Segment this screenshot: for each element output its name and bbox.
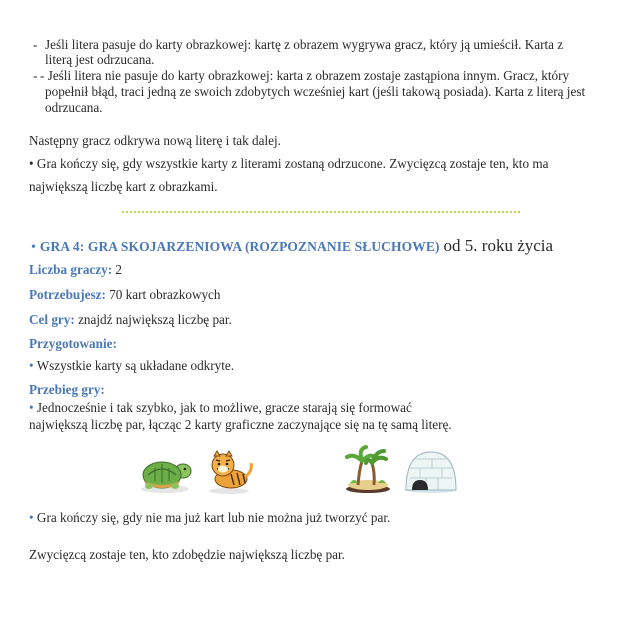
turtle-card (138, 451, 194, 495)
flow-label: Przebieg gry: (29, 382, 105, 397)
prep-label: Przygotowanie: (29, 336, 117, 351)
end-rule-line-1 (29, 156, 548, 172)
needs-row (29, 287, 221, 303)
end-row (29, 510, 390, 526)
flow-text-1: Jednocześnie i tak szybko, jak to możliwe, gracze starają się formować (36, 400, 412, 415)
prep-text: Wszystkie karty są układane odkryte. (36, 358, 235, 373)
players-value: 2 (115, 262, 123, 277)
winner-text: Zwycięzcą zostaje ten, kto zdobędzie największą liczbę par. (29, 547, 345, 562)
players-label: Liczba graczy: (29, 262, 113, 277)
game4-heading (31, 236, 553, 258)
goal-row (29, 312, 232, 328)
tiger-card (205, 447, 255, 495)
needs-value: 70 kart obrazkowych (109, 287, 221, 302)
end-text: Gra kończy się, gdy nie ma już kart lub nie można już tworzyć par. (36, 510, 391, 525)
flow-line-1 (29, 400, 412, 416)
end-rule-line-2: największą liczbę kart z obrazkami. (29, 179, 218, 194)
rule-dash: - (33, 68, 38, 83)
rule-item-1-line-2: literą jest odrzucana. (45, 52, 155, 67)
players-row (29, 262, 122, 278)
end-rule-text: Gra kończy się, gdy wszystkie karty z literami zostaną odrzucone. Zwycięzcą zostaje ten, kto ma (36, 156, 549, 171)
rule-item-2-line-3: odrzucana. (45, 100, 103, 115)
bullet: • (29, 510, 34, 525)
palm-island-card (344, 443, 392, 495)
bullet: • (29, 156, 34, 171)
igloo-card (402, 448, 460, 494)
needs-label: Potrzebujesz: (29, 287, 106, 302)
goal-value: znajdź największą liczbę par. (78, 312, 232, 327)
section-divider (122, 211, 520, 213)
goal-label: Cel gry: (29, 312, 75, 327)
rule-item-2-line-1: - Jeśli litera nie pasuje do karty obrazkowej: karta z obrazem zostaje zastąpiona innym. Gracz, który (40, 68, 570, 83)
bullet: • (29, 358, 34, 373)
prep-row (29, 358, 234, 374)
flow-line-2: największą liczbę par, łącząc 2 karty graficzne zaczynające się na tę samą literę. (29, 417, 452, 432)
game4-age: od 5. roku życia (443, 236, 554, 255)
game4-title: GRA 4: GRA SKOJARZENIOWA (ROZPOZNANIE SŁUCHOWE) (39, 239, 440, 254)
rule-item-1-line-1: Jeśli litera pasuje do karty obrazkowej: kartę z obrazem wygrywa gracz, który ją umieścił. Karta z (45, 37, 564, 52)
bullet: • (31, 240, 36, 255)
rule-dash: - (33, 37, 38, 52)
next-player-text: Następny gracz odkrywa nową literę i tak dalej. (29, 133, 281, 148)
rule-item-2-line-2: popełnił błąd, traci jedną ze swoich zdobytych wcześniej kart (jeśli takową posiada). Karta z literą jest (45, 84, 586, 99)
bullet: • (29, 400, 34, 415)
